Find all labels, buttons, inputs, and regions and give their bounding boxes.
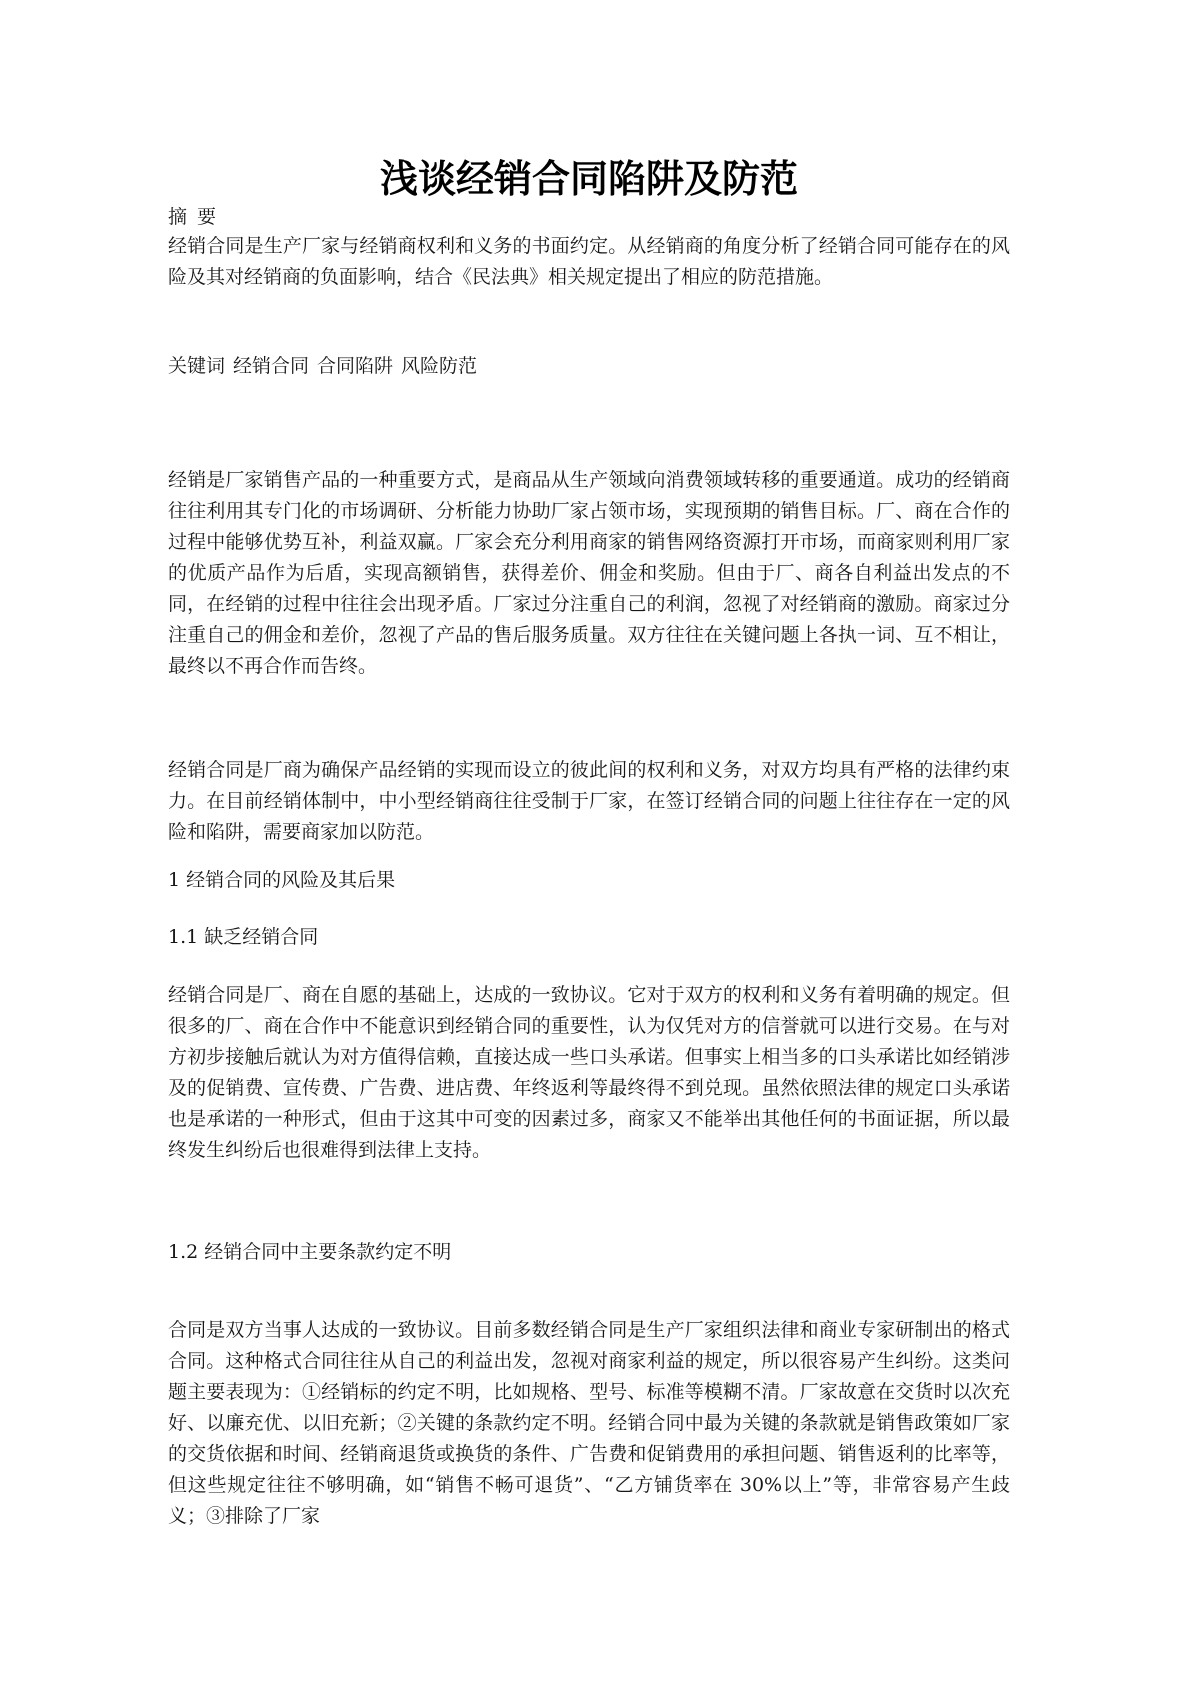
intro-paragraph-2: 经销合同是厂商为确保产品经销的实现而设立的彼此间的权利和义务，对双方均具有严格的法律约束力。在目前经销体制中，中小型经销商往往受制于厂家，在签订经销合同的问题上往往存在一定的风险和陷阱，需要商家加以防范。 bbox=[168, 759, 1010, 843]
section-heading-1: 1 经销合同的风险及其后果 bbox=[168, 869, 396, 891]
subsection-heading-1-2: 1.2 经销合同中主要条款约定不明 bbox=[168, 1241, 452, 1263]
abstract-label bbox=[168, 202, 1010, 233]
abstract-text: 经销合同是生产厂家与经销商权利和义务的书面约定。从经销商的角度分析了经销合同可能存在的风险及其对经销商的负面影响，结合《民法典》相关规定提出了相应的防范措施。 bbox=[168, 235, 1010, 288]
subsection-paragraph-1-1: 经销合同是厂、商在自愿的基础上，达成的一致协议。它对于双方的权利和义务有着明确的规定。但很多的厂、商在合作中不能意识到经销合同的重要性，认为仅凭对方的信誉就可以进行交易。在与对方初步接触后就认为对方值得信赖，直接达成一些口头承诺。但事实上相当多的口头承诺比如经销涉及的促销费、宣传费、广告费、进店费、年终返利等最终得不到兑现。虽然依照法律的规定口头承诺也是承诺的一种形式，但由于这其中可变的因素过多，商家又不能举出其他任何的书面证据，所以最终发生纠纷后也很难得到法律上支持。 bbox=[168, 984, 1010, 1161]
intro-paragraph-1: 经销是厂家销售产品的一种重要方式，是商品从生产领域向消费领域转移的重要通道。成功的经销商往往利用其专门化的市场调研、分析能力协助厂家占领市场，实现预期的销售目标。厂、商在合作的过程中能够优势互补，利益双赢。厂家会充分利用商家的销售网络资源打开市场，而商家则利用厂家的优质产品作为后盾，实现高额销售，获得差价、佣金和奖励。但由于厂、商各自利益出发点的不同，在经销的过程中往往会出现矛盾。厂家过分注重自己的利润，忽视了对经销商的激励。商家过分注重自己的佣金和差价，忽视了产品的售后服务质量。双方往往在关键问题上各执一词、互不相让，最终以不再合作而告终。 bbox=[168, 469, 1010, 677]
abstract-label-part2: 要 bbox=[197, 206, 217, 228]
keyword-item: 合同陷阱 bbox=[317, 355, 394, 377]
subsection-paragraph-1-2: 合同是双方当事人达成的一致协议。目前多数经销合同是生产厂家组织法律和商业专家研制出的格式合同。这种格式合同往往从自己的利益出发，忽视对商家利益的规定，所以很容易产生纠纷。这类问题主要表现为：①经销标的约定不明，比如规格、型号、标准等模糊不清。厂家故意在交货时以次充好、以廉充优、以旧充新；②关键的条款约定不明。经销合同中最为关键的条款就是销售政策如厂家的交货依据和时间、经销商退货或换货的条件、广告费和促销费用的承担问题、销售返利的比率等，但这些规定往往不够明确，如“销售不畅可退货”、“乙方铺货率在 30%以上”等，非常容易产生歧义；③排除了厂家 bbox=[168, 1319, 1010, 1527]
keywords-label: 关键词 bbox=[168, 355, 226, 377]
keyword-item: 经销合同 bbox=[233, 355, 310, 377]
keywords-line bbox=[168, 351, 1010, 382]
subsection-heading-1-1: 1.1 缺乏经销合同 bbox=[168, 926, 319, 948]
abstract-label-part1: 摘 bbox=[168, 206, 188, 228]
keyword-item: 风险防范 bbox=[401, 355, 478, 377]
document-title: 浅谈经销合同陷阱及防范 bbox=[379, 157, 798, 201]
